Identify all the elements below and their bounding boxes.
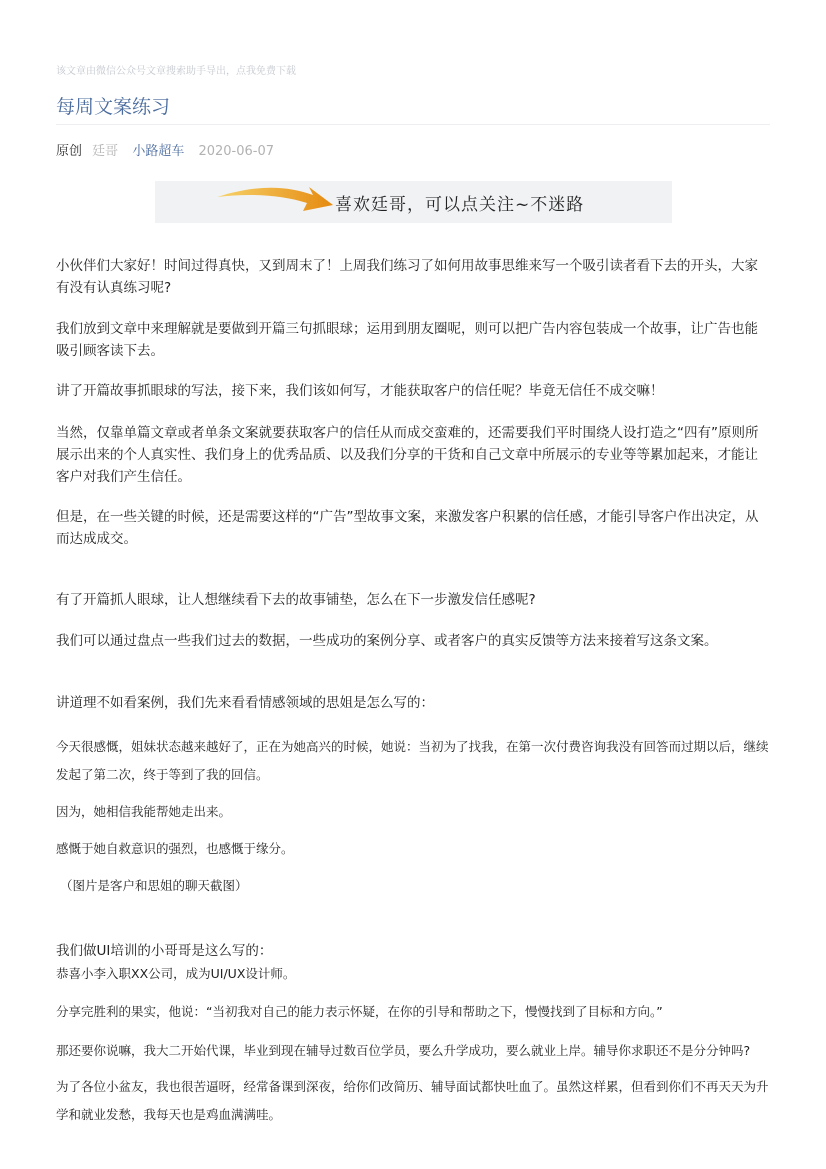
quote-paragraph: 为了各位小盆友，我也很苦逼呀，经常备课到深夜，给你们改简历、辅导面试都快吐血了。虽然这样累，但看到你们不再天天为升学和就业发愁，我每天也是鸡血满满哇。 bbox=[56, 1079, 769, 1122]
export-notice-link[interactable]: 该文章由微信公众号文章搜索助手导出，点我免费下载 bbox=[56, 66, 296, 77]
paragraph: 当然，仅靠单篇文章或者单条文案就要获取客户的信任从而成交蛮难的，还需要我们平时围绕人设打造之“四有”原则所展示出来的个人真实性、我们身上的优秀品质、以及我们分享的干货和自己文章中所展示的专业等等累加起来，才能让客户对我们产生信任。 bbox=[56, 425, 759, 485]
article-meta bbox=[56, 140, 284, 159]
quote-paragraph: 分享完胜利的果实，他说：“当初我对自己的能力表示怀疑，在你的引导和帮助之下，慢慢找到了目标和方向。” bbox=[56, 1004, 663, 1019]
quote-paragraph: 恭喜小李入职XX公司，成为UI/UX设计师。 bbox=[56, 966, 296, 981]
image-caption: （图片是客户和思姐的聊天截图） bbox=[60, 878, 248, 893]
banner-text: 喜欢廷哥，可以点关注~不迷路 bbox=[335, 195, 585, 215]
quote-paragraph: 今天很感慨，姐妹状态越来越好了，正在为她高兴的时候，她说：当初为了找我，在第一次付费咨询我没有回答而过期以后，继续发起了第二次，终于等到了我的回信。 bbox=[56, 739, 769, 782]
quote-paragraph: 那还要你说嘛，我大二开始代课，毕业到现在辅导过数百位学员，要么升学成功，要么就业上岸。辅导你求职还不是分分钟吗? bbox=[56, 1043, 751, 1058]
follow-banner bbox=[155, 181, 672, 223]
paragraph: 讲了开篇故事抓眼球的写法，接下来，我们该如何写，才能获取客户的信任呢？毕竟无信任不成交嘛！ bbox=[56, 383, 664, 399]
account-name-link[interactable]: 小路超车 bbox=[132, 144, 185, 159]
publish-date: 2020-06-07 bbox=[198, 144, 275, 159]
quote-paragraph: 因为，她相信我能帮她走出来。 bbox=[56, 804, 232, 819]
article-title: 每周文案练习 bbox=[56, 96, 171, 118]
paragraph: 我们做UI培训的小哥哥是这么写的： bbox=[56, 943, 273, 959]
paragraph: 我们可以通过盘点一些我们过去的数据，一些成功的案例分享、或者客户的真实反馈等方法来接着写这条文案。 bbox=[56, 633, 718, 649]
quote-paragraph: 感慨于她自救意识的强烈，也感慨于缘分。 bbox=[56, 841, 294, 856]
title-divider bbox=[56, 124, 770, 125]
author-name: 廷哥 bbox=[92, 144, 119, 159]
paragraph: 小伙伴们大家好！时间过得真快，又到周末了！上周我们练习了如何用故事思维来写一个吸引读者看下去的开头，大家有没有认真练习呢? bbox=[56, 258, 758, 296]
paragraph: 但是，在一些关键的时候，还是需要这样的“广告”型故事文案，来激发客户积累的信任感，才能引导客户作出决定，从而达成成交。 bbox=[56, 509, 759, 547]
arrow-icon bbox=[215, 183, 335, 221]
original-label: 原创 bbox=[56, 144, 83, 159]
paragraph: 我们放到文章中来理解就是要做到开篇三句抓眼球；运用到朋友圈呢，则可以把广告内容包装成一个故事，让广告也能吸引顾客读下去。 bbox=[56, 321, 758, 359]
paragraph: 讲道理不如看案例，我们先来看看情感领域的思姐是怎么写的： bbox=[56, 695, 434, 711]
paragraph: 有了开篇抓人眼球，让人想继续看下去的故事铺垫，怎么在下一步激发信任感呢? bbox=[56, 592, 536, 608]
